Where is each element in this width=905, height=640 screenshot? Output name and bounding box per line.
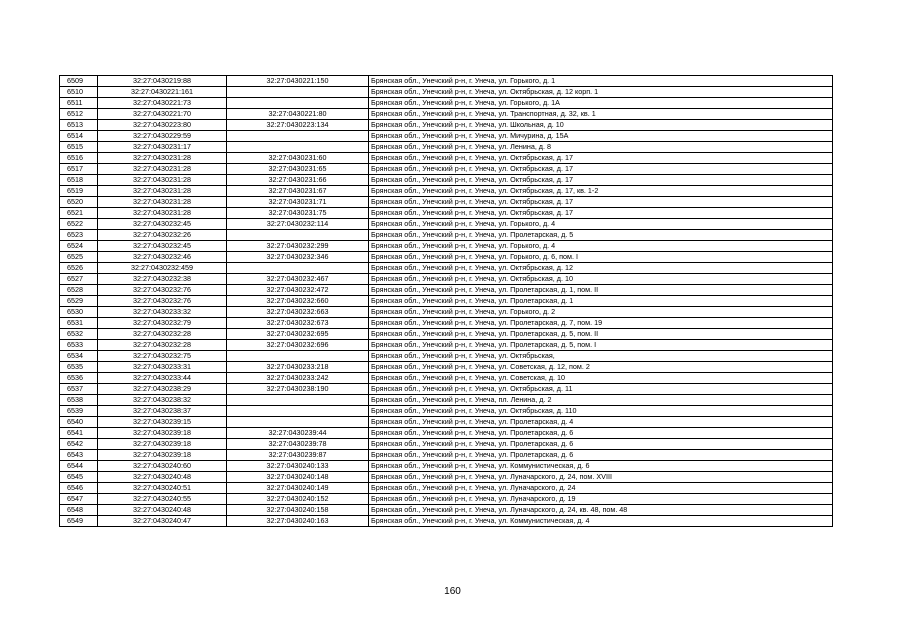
row-number-cell: 6521	[60, 208, 98, 219]
building-cadastral-cell	[227, 406, 369, 417]
parcel-cadastral-cell: 32:27:0430232:459	[98, 263, 227, 274]
address-cell: Брянская обл., Унечский р-н, г. Унеча, ул. Пролетарская, д. 7, пом. 19	[369, 318, 833, 329]
building-cadastral-cell: 32:27:0430221:80	[227, 109, 369, 120]
table-row	[60, 450, 833, 461]
building-cadastral-cell: 32:27:0430232:299	[227, 241, 369, 252]
address-cell: Брянская обл., Унечский р-н, г. Унеча, ул. Пролетарская, д. 5	[369, 230, 833, 241]
address-cell: Брянская обл., Унечский р-н, г. Унеча, ул. Пролетарская, д. 5, пом. I	[369, 340, 833, 351]
row-number-cell: 6546	[60, 483, 98, 494]
parcel-cadastral-cell: 32:27:0430240:48	[98, 505, 227, 516]
row-number-cell: 6545	[60, 472, 98, 483]
row-number-cell: 6544	[60, 461, 98, 472]
parcel-cadastral-cell: 32:27:0430239:18	[98, 439, 227, 450]
row-number-cell: 6533	[60, 340, 98, 351]
table-row	[60, 274, 833, 285]
building-cadastral-cell	[227, 263, 369, 274]
building-cadastral-cell	[227, 417, 369, 428]
row-number-cell: 6536	[60, 373, 98, 384]
address-cell: Брянская обл., Унечский р-н, г. Унеча, ул. Горького, д. 1	[369, 76, 833, 87]
registry-table	[59, 75, 833, 527]
parcel-cadastral-cell: 32:27:0430232:26	[98, 230, 227, 241]
address-cell: Брянская обл., Унечский р-н, г. Унеча, ул. Октябрьская, д. 11	[369, 384, 833, 395]
row-number-cell: 6547	[60, 494, 98, 505]
table-row	[60, 384, 833, 395]
address-cell: Брянская обл., Унечский р-н, г. Унеча, ул. Луначарского, д. 24	[369, 483, 833, 494]
row-number-cell: 6542	[60, 439, 98, 450]
registry-body	[60, 76, 833, 527]
row-number-cell: 6539	[60, 406, 98, 417]
table-row	[60, 296, 833, 307]
parcel-cadastral-cell: 32:27:0430239:18	[98, 428, 227, 439]
building-cadastral-cell: 32:27:0430240:163	[227, 516, 369, 527]
table-row	[60, 362, 833, 373]
table-row	[60, 208, 833, 219]
row-number-cell: 6530	[60, 307, 98, 318]
building-cadastral-cell: 32:27:0430232:346	[227, 252, 369, 263]
parcel-cadastral-cell: 32:27:0430240:47	[98, 516, 227, 527]
building-cadastral-cell	[227, 98, 369, 109]
table-row	[60, 76, 833, 87]
building-cadastral-cell: 32:27:0430231:65	[227, 164, 369, 175]
table-row	[60, 439, 833, 450]
parcel-cadastral-cell: 32:27:0430231:28	[98, 186, 227, 197]
parcel-cadastral-cell: 32:27:0430232:38	[98, 274, 227, 285]
parcel-cadastral-cell: 32:27:0430240:60	[98, 461, 227, 472]
address-cell: Брянская обл., Унечский р-н, г. Унеча, ул. Школьная, д. 10	[369, 120, 833, 131]
parcel-cadastral-cell: 32:27:0430221:161	[98, 87, 227, 98]
building-cadastral-cell: 32:27:0430240:133	[227, 461, 369, 472]
row-number-cell: 6532	[60, 329, 98, 340]
table-row	[60, 230, 833, 241]
building-cadastral-cell	[227, 230, 369, 241]
row-number-cell: 6525	[60, 252, 98, 263]
building-cadastral-cell: 32:27:0430240:148	[227, 472, 369, 483]
table-row	[60, 153, 833, 164]
address-cell: Брянская обл., Унечский р-н, г. Унеча, ул. Луначарского, д. 24, пом. XVIII	[369, 472, 833, 483]
table-row	[60, 516, 833, 527]
parcel-cadastral-cell: 32:27:0430231:17	[98, 142, 227, 153]
table-row	[60, 98, 833, 109]
table-row	[60, 505, 833, 516]
parcel-cadastral-cell: 32:27:0430240:55	[98, 494, 227, 505]
building-cadastral-cell	[227, 395, 369, 406]
table-row	[60, 351, 833, 362]
parcel-cadastral-cell: 32:27:0430229:59	[98, 131, 227, 142]
row-number-cell: 6522	[60, 219, 98, 230]
row-number-cell: 6516	[60, 153, 98, 164]
row-number-cell: 6510	[60, 87, 98, 98]
parcel-cadastral-cell: 32:27:0430238:37	[98, 406, 227, 417]
parcel-cadastral-cell: 32:27:0430232:28	[98, 340, 227, 351]
row-number-cell: 6509	[60, 76, 98, 87]
address-cell: Брянская обл., Унечский р-н, г. Унеча, ул. Пролетарская, д. 6	[369, 439, 833, 450]
row-number-cell: 6512	[60, 109, 98, 120]
building-cadastral-cell	[227, 131, 369, 142]
parcel-cadastral-cell: 32:27:0430239:18	[98, 450, 227, 461]
building-cadastral-cell: 32:27:0430223:134	[227, 120, 369, 131]
address-cell: Брянская обл., Унечский р-н, г. Унеча, ул. Октябрьская, д. 17	[369, 175, 833, 186]
table-row	[60, 241, 833, 252]
parcel-cadastral-cell: 32:27:0430232:46	[98, 252, 227, 263]
address-cell: Брянская обл., Унечский р-н, г. Унеча, ул. Пролетарская, д. 6	[369, 450, 833, 461]
building-cadastral-cell: 32:27:0430232:472	[227, 285, 369, 296]
table-row	[60, 109, 833, 120]
address-cell: Брянская обл., Унечский р-н, г. Унеча, ул. Октябрьская,	[369, 351, 833, 362]
parcel-cadastral-cell: 32:27:0430233:31	[98, 362, 227, 373]
parcel-cadastral-cell: 32:27:0430231:28	[98, 153, 227, 164]
building-cadastral-cell: 32:27:0430240:149	[227, 483, 369, 494]
parcel-cadastral-cell: 32:27:0430239:15	[98, 417, 227, 428]
parcel-cadastral-cell: 32:27:0430233:32	[98, 307, 227, 318]
address-cell: Брянская обл., Унечский р-н, г. Унеча, ул. Советская, д. 10	[369, 373, 833, 384]
parcel-cadastral-cell: 32:27:0430231:28	[98, 197, 227, 208]
table-row	[60, 186, 833, 197]
parcel-cadastral-cell: 32:27:0430232:79	[98, 318, 227, 329]
address-cell: Брянская обл., Унечский р-н, г. Унеча, ул. Пролетарская, д. 6	[369, 428, 833, 439]
building-cadastral-cell: 32:27:0430231:60	[227, 153, 369, 164]
address-cell: Брянская обл., Унечский р-н, г. Унеча, ул. Советская, д. 12, пом. 2	[369, 362, 833, 373]
row-number-cell: 6520	[60, 197, 98, 208]
parcel-cadastral-cell: 32:27:0430232:45	[98, 219, 227, 230]
parcel-cadastral-cell: 32:27:0430232:28	[98, 329, 227, 340]
address-cell: Брянская обл., Унечский р-н, г. Унеча, ул. Луначарского, д. 24, кв. 48, пом. 48	[369, 505, 833, 516]
building-cadastral-cell: 32:27:0430240:158	[227, 505, 369, 516]
parcel-cadastral-cell: 32:27:0430232:76	[98, 285, 227, 296]
building-cadastral-cell: 32:27:0430232:660	[227, 296, 369, 307]
building-cadastral-cell: 32:27:0430240:152	[227, 494, 369, 505]
row-number-cell: 6549	[60, 516, 98, 527]
building-cadastral-cell: 32:27:0430232:467	[227, 274, 369, 285]
parcel-cadastral-cell: 32:27:0430238:29	[98, 384, 227, 395]
table-row	[60, 285, 833, 296]
table-row	[60, 175, 833, 186]
building-cadastral-cell	[227, 142, 369, 153]
table-row	[60, 252, 833, 263]
table-row	[60, 329, 833, 340]
parcel-cadastral-cell: 32:27:0430240:51	[98, 483, 227, 494]
table-row	[60, 494, 833, 505]
address-cell: Брянская обл., Унечский р-н, г. Унеча, ул. Октябрьская, д. 17	[369, 164, 833, 175]
table-row	[60, 428, 833, 439]
building-cadastral-cell: 32:27:0430233:218	[227, 362, 369, 373]
row-number-cell: 6531	[60, 318, 98, 329]
table-row	[60, 197, 833, 208]
table-row	[60, 142, 833, 153]
address-cell: Брянская обл., Унечский р-н, г. Унеча, ул. Коммунистическая, д. 4	[369, 516, 833, 527]
table-row	[60, 87, 833, 98]
address-cell: Брянская обл., Унечский р-н, г. Унеча, ул. Коммунистическая, д. 6	[369, 461, 833, 472]
table-row	[60, 219, 833, 230]
parcel-cadastral-cell: 32:27:0430219:88	[98, 76, 227, 87]
row-number-cell: 6518	[60, 175, 98, 186]
row-number-cell: 6514	[60, 131, 98, 142]
building-cadastral-cell: 32:27:0430221:150	[227, 76, 369, 87]
building-cadastral-cell: 32:27:0430231:75	[227, 208, 369, 219]
address-cell: Брянская обл., Унечский р-н, г. Унеча, ул. Горького, д. 4	[369, 219, 833, 230]
parcel-cadastral-cell: 32:27:0430232:75	[98, 351, 227, 362]
table-row	[60, 131, 833, 142]
row-number-cell: 6541	[60, 428, 98, 439]
building-cadastral-cell: 32:27:0430231:66	[227, 175, 369, 186]
address-cell: Брянская обл., Унечский р-н, г. Унеча, ул. Октябрьская, д. 10	[369, 274, 833, 285]
parcel-cadastral-cell: 32:27:0430231:28	[98, 175, 227, 186]
parcel-cadastral-cell: 32:27:0430232:45	[98, 241, 227, 252]
parcel-cadastral-cell: 32:27:0430223:80	[98, 120, 227, 131]
table-row	[60, 472, 833, 483]
address-cell: Брянская обл., Унечский р-н, г. Унеча, ул. Октябрьская, д. 12 корп. 1	[369, 87, 833, 98]
parcel-cadastral-cell: 32:27:0430233:44	[98, 373, 227, 384]
table-row	[60, 406, 833, 417]
table-row	[60, 318, 833, 329]
address-cell: Брянская обл., Унечский р-н, г. Унеча, ул. Горького, д. 2	[369, 307, 833, 318]
building-cadastral-cell: 32:27:0430233:242	[227, 373, 369, 384]
row-number-cell: 6527	[60, 274, 98, 285]
table-row	[60, 417, 833, 428]
address-cell: Брянская обл., Унечский р-н, г. Унеча, ул. Октябрьская, д. 17, кв. 1-2	[369, 186, 833, 197]
address-cell: Брянская обл., Унечский р-н, г. Унеча, ул. Октябрьская, д. 17	[369, 208, 833, 219]
address-cell: Брянская обл., Унечский р-н, г. Унеча, пл. Ленина, д. 2	[369, 395, 833, 406]
address-cell: Брянская обл., Унечский р-н, г. Унеча, ул. Пролетарская, д. 4	[369, 417, 833, 428]
table-row	[60, 120, 833, 131]
building-cadastral-cell	[227, 87, 369, 98]
row-number-cell: 6515	[60, 142, 98, 153]
building-cadastral-cell: 32:27:0430232:695	[227, 329, 369, 340]
address-cell: Брянская обл., Унечский р-н, г. Унеча, ул. Октябрьская, д. 17	[369, 153, 833, 164]
building-cadastral-cell: 32:27:0430231:71	[227, 197, 369, 208]
address-cell: Брянская обл., Унечский р-н, г. Унеча, ул. Мичурина, д. 15А	[369, 131, 833, 142]
table-row	[60, 461, 833, 472]
building-cadastral-cell: 32:27:0430232:673	[227, 318, 369, 329]
building-cadastral-cell: 32:27:0430239:78	[227, 439, 369, 450]
building-cadastral-cell: 32:27:0430238:190	[227, 384, 369, 395]
parcel-cadastral-cell: 32:27:0430221:73	[98, 98, 227, 109]
row-number-cell: 6524	[60, 241, 98, 252]
address-cell: Брянская обл., Унечский р-н, г. Унеча, ул. Октябрьская, д. 110	[369, 406, 833, 417]
row-number-cell: 6517	[60, 164, 98, 175]
address-cell: Брянская обл., Унечский р-н, г. Унеча, ул. Горького, д. 6, пом. I	[369, 252, 833, 263]
row-number-cell: 6526	[60, 263, 98, 274]
row-number-cell: 6529	[60, 296, 98, 307]
row-number-cell: 6528	[60, 285, 98, 296]
row-number-cell: 6534	[60, 351, 98, 362]
address-cell: Брянская обл., Унечский р-н, г. Унеча, ул. Пролетарская, д. 1, пом. II	[369, 285, 833, 296]
address-cell: Брянская обл., Унечский р-н, г. Унеча, ул. Транспортная, д. 32, кв. 1	[369, 109, 833, 120]
address-cell: Брянская обл., Унечский р-н, г. Унеча, ул. Октябрьская, д. 17	[369, 197, 833, 208]
table-row	[60, 483, 833, 494]
table-row	[60, 307, 833, 318]
building-cadastral-cell: 32:27:0430231:67	[227, 186, 369, 197]
table-row	[60, 395, 833, 406]
address-cell: Брянская обл., Унечский р-н, г. Унеча, ул. Пролетарская, д. 5, пом. II	[369, 329, 833, 340]
row-number-cell: 6537	[60, 384, 98, 395]
building-cadastral-cell	[227, 351, 369, 362]
row-number-cell: 6523	[60, 230, 98, 241]
table-row	[60, 164, 833, 175]
parcel-cadastral-cell: 32:27:0430238:32	[98, 395, 227, 406]
table-row	[60, 373, 833, 384]
building-cadastral-cell: 32:27:0430232:696	[227, 340, 369, 351]
address-cell: Брянская обл., Унечский р-н, г. Унеча, ул. Горького, д. 4	[369, 241, 833, 252]
table-row	[60, 263, 833, 274]
row-number-cell: 6548	[60, 505, 98, 516]
parcel-cadastral-cell: 32:27:0430221:70	[98, 109, 227, 120]
building-cadastral-cell: 32:27:0430232:114	[227, 219, 369, 230]
parcel-cadastral-cell: 32:27:0430240:48	[98, 472, 227, 483]
address-cell: Брянская обл., Унечский р-н, г. Унеча, ул. Луначарского, д. 19	[369, 494, 833, 505]
row-number-cell: 6538	[60, 395, 98, 406]
parcel-cadastral-cell: 32:27:0430232:76	[98, 296, 227, 307]
address-cell: Брянская обл., Унечский р-н, г. Унеча, ул. Октябрьская, д. 12	[369, 263, 833, 274]
row-number-cell: 6513	[60, 120, 98, 131]
row-number-cell: 6543	[60, 450, 98, 461]
parcel-cadastral-cell: 32:27:0430231:28	[98, 164, 227, 175]
building-cadastral-cell: 32:27:0430239:87	[227, 450, 369, 461]
row-number-cell: 6540	[60, 417, 98, 428]
parcel-cadastral-cell: 32:27:0430231:28	[98, 208, 227, 219]
table-row	[60, 340, 833, 351]
row-number-cell: 6535	[60, 362, 98, 373]
address-cell: Брянская обл., Унечский р-н, г. Унеча, ул. Пролетарская, д. 1	[369, 296, 833, 307]
row-number-cell: 6511	[60, 98, 98, 109]
address-cell: Брянская обл., Унечский р-н, г. Унеча, ул. Ленина, д. 8	[369, 142, 833, 153]
row-number-cell: 6519	[60, 186, 98, 197]
building-cadastral-cell: 32:27:0430239:44	[227, 428, 369, 439]
page-number: 160	[444, 586, 461, 597]
building-cadastral-cell: 32:27:0430232:663	[227, 307, 369, 318]
address-cell: Брянская обл., Унечский р-н, г. Унеча, ул. Горького, д. 1А	[369, 98, 833, 109]
